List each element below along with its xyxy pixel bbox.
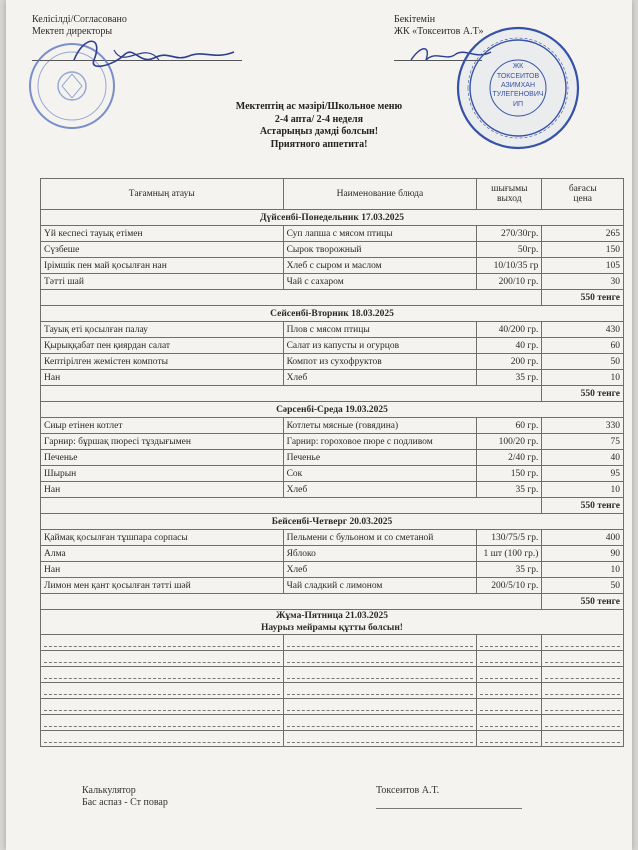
total-spacer (41, 594, 542, 610)
blank-cell (477, 651, 542, 667)
blank-cell (283, 731, 477, 747)
dish-name-kz: Лимон мен қант қосылған тәтті шәй (41, 578, 284, 594)
day-total: 550 тенге (542, 386, 624, 402)
dish-name-kz: Шырын (41, 466, 284, 482)
dashed-line (480, 702, 538, 711)
dashed-line (287, 718, 474, 727)
menu-body (41, 210, 624, 747)
approved-label: Бекітемін (394, 14, 436, 25)
blank-row (41, 651, 624, 667)
blank-cell (41, 715, 284, 731)
blank-cell (477, 731, 542, 747)
header-yield-ru: выход (497, 194, 522, 204)
day-title: Сәрсенбі-Среда 19.03.2025 (41, 402, 624, 418)
table-row (41, 242, 624, 258)
dashed-line (44, 670, 280, 679)
footer-signatory: Токсеитов А.Т. (376, 785, 440, 796)
blank-cell (542, 699, 624, 715)
title-line-2: 2-4 апта/ 2-4 неделя (274, 113, 364, 125)
dish-name-kz: Гарнир: бұршақ пюресі тұздығымен (41, 434, 284, 450)
day-header-row (41, 402, 624, 418)
blank-cell (542, 667, 624, 683)
dish-name-ru: Гарнир: гороховое пюре с подливом (283, 434, 477, 450)
dish-yield: 40 гр. (477, 338, 542, 354)
dish-yield: 270/30гр. (477, 226, 542, 242)
dashed-line (287, 702, 474, 711)
dish-name-ru: Хлеб (283, 370, 477, 386)
dish-yield: 200/5/10 гр. (477, 578, 542, 594)
blank-cell (283, 635, 477, 651)
dish-price: 95 (542, 466, 624, 482)
blank-cell (283, 699, 477, 715)
dashed-line (545, 734, 620, 743)
agreed-label: Келісілді/Согласовано (32, 14, 127, 25)
dish-price: 330 (542, 418, 624, 434)
day-total: 550 тенге (542, 498, 624, 514)
blank-row (41, 667, 624, 683)
approved-entrepreneur: ЖК «Токсеитов А.Т» (394, 26, 484, 37)
footer-left (82, 785, 168, 809)
agreed-director: Мектеп директоры (32, 26, 113, 37)
dish-yield: 150 гр. (477, 466, 542, 482)
title-line-3: Астарыңыз дәмді болсын! (259, 126, 379, 137)
header-yield-kz: шығымы (491, 184, 528, 194)
dashed-line (480, 654, 538, 663)
table-row (41, 370, 624, 386)
menu-table (40, 178, 624, 747)
friday-title: Жұма-Пятница 21.03.2025 (276, 611, 388, 621)
footer-right (376, 785, 439, 797)
title-line-1: Мектептің ас мәзірі/Школьное меню (235, 101, 403, 112)
table-row (41, 450, 624, 466)
dashed-line (480, 638, 538, 647)
table-row (41, 226, 624, 242)
dish-name-kz: Нан (41, 562, 284, 578)
svg-text:ЖК: ЖК (512, 63, 524, 70)
day-total-row (41, 386, 624, 402)
dashed-line (44, 686, 280, 695)
blank-cell (41, 651, 284, 667)
dish-price: 150 (542, 242, 624, 258)
dish-price: 50 (542, 578, 624, 594)
table-row (41, 482, 624, 498)
dish-name-ru: Сырок творожный (283, 242, 477, 258)
dish-yield: 200 гр. (477, 354, 542, 370)
blank-cell (542, 651, 624, 667)
dish-name-kz: Үй кеспесі тауық етімен (41, 226, 284, 242)
header-dish-kz: Тағамның атауы (41, 179, 284, 210)
dish-name-ru: Хлеб (283, 482, 477, 498)
total-spacer (41, 290, 542, 306)
dashed-line (545, 654, 620, 663)
dish-name-kz: Сиыр етінен котлет (41, 418, 284, 434)
dish-yield: 130/75/5 гр. (477, 530, 542, 546)
blank-cell (477, 683, 542, 699)
dish-price: 265 (542, 226, 624, 242)
table-row (41, 434, 624, 450)
day-total-row (41, 290, 624, 306)
day-title: Бейсенбі-Четверг 20.03.2025 (41, 514, 624, 530)
blank-cell (283, 715, 477, 731)
table-row (41, 418, 624, 434)
dashed-line (44, 718, 280, 727)
blank-cell (283, 651, 477, 667)
dish-yield: 10/10/35 гр (477, 258, 542, 274)
dashed-line (480, 686, 538, 695)
dashed-line (287, 654, 474, 663)
dish-name-ru: Плов с мясом птицы (283, 322, 477, 338)
blank-cell (477, 667, 542, 683)
blank-row (41, 635, 624, 651)
blank-cell (41, 683, 284, 699)
dashed-line (287, 686, 474, 695)
dashed-line (44, 702, 280, 711)
header-yield (477, 179, 542, 210)
dish-name-ru: Чай с сахаром (283, 274, 477, 290)
dashed-line (480, 670, 538, 679)
blank-cell (477, 635, 542, 651)
table-row (41, 578, 624, 594)
dish-name-kz: Алма (41, 546, 284, 562)
blank-cell (542, 635, 624, 651)
day-header-row (41, 306, 624, 322)
dish-yield: 35 гр. (477, 370, 542, 386)
dish-yield: 50гр. (477, 242, 542, 258)
dish-name-kz: Тәтті шай (41, 274, 284, 290)
dish-yield: 40/200 гр. (477, 322, 542, 338)
blank-row (41, 731, 624, 747)
dish-name-kz: Нан (41, 370, 284, 386)
dish-price: 60 (542, 338, 624, 354)
blank-cell (283, 683, 477, 699)
svg-text:ТУЛЕГЕНОВИЧ: ТУЛЕГЕНОВИЧ (492, 91, 544, 98)
footer-chef: Бас аспаз - Ст повар (82, 797, 168, 808)
dish-name-ru: Яблоко (283, 546, 477, 562)
dish-price: 10 (542, 482, 624, 498)
dish-price: 10 (542, 370, 624, 386)
dish-yield: 35 гр. (477, 562, 542, 578)
dish-price: 50 (542, 354, 624, 370)
dish-name-ru: Суп лапша с мясом птицы (283, 226, 477, 242)
table-header-row (41, 179, 624, 210)
dashed-line (44, 638, 280, 647)
table-row (41, 354, 624, 370)
table-row (41, 530, 624, 546)
dashed-line (287, 670, 474, 679)
menu-title (6, 101, 632, 151)
table-row (41, 274, 624, 290)
blank-row (41, 683, 624, 699)
dish-price: 430 (542, 322, 624, 338)
svg-text:АЗИМХАН: АЗИМХАН (500, 82, 536, 89)
dish-price: 105 (542, 258, 624, 274)
day-total: 550 тенге (542, 290, 624, 306)
blank-cell (41, 635, 284, 651)
dish-name-kz: Кептірілген жемістен компоты (41, 354, 284, 370)
blank-cell (477, 699, 542, 715)
blank-cell (41, 667, 284, 683)
dish-yield: 200/10 гр. (477, 274, 542, 290)
dish-name-kz: Тауық еті қосылған палау (41, 322, 284, 338)
dish-price: 400 (542, 530, 624, 546)
nauryz-greeting: Наурыз мейрамы құтты болсын! (261, 623, 403, 633)
header-price-kz: бағасы (568, 184, 597, 194)
dish-name-kz: Печенье (41, 450, 284, 466)
dashed-line (480, 718, 538, 727)
table-row (41, 258, 624, 274)
dashed-line (480, 734, 538, 743)
dish-name-ru: Салат из капусты и огурцов (283, 338, 477, 354)
blank-cell (542, 715, 624, 731)
day-header-row (41, 514, 624, 530)
dish-name-ru: Котлеты мясные (говядина) (283, 418, 477, 434)
table-row (41, 338, 624, 354)
dish-name-ru: Хлеб (283, 562, 477, 578)
dish-price: 90 (542, 546, 624, 562)
blank-cell (283, 667, 477, 683)
dish-name-kz: Нан (41, 482, 284, 498)
day-title: Сейсенбі-Вторник 18.03.2025 (41, 306, 624, 322)
blank-cell (542, 731, 624, 747)
dish-name-ru: Чай сладкий с лимоном (283, 578, 477, 594)
dashed-line (545, 638, 620, 647)
friday-cell (41, 610, 624, 635)
svg-text:ИП: ИП (512, 101, 524, 108)
dashed-line (545, 670, 620, 679)
dish-price: 40 (542, 450, 624, 466)
dashed-line (287, 734, 474, 743)
day-total-row (41, 594, 624, 610)
dish-yield: 35 гр. (477, 482, 542, 498)
dish-name-ru: Компот из сухофруктов (283, 354, 477, 370)
svg-text:ТОКСЕИТОВ: ТОКСЕИТОВ (496, 73, 540, 80)
day-total-row (41, 498, 624, 514)
footer-signature-line (376, 808, 522, 809)
total-spacer (41, 498, 542, 514)
table-row (41, 546, 624, 562)
blank-cell (41, 699, 284, 715)
blank-row (41, 715, 624, 731)
dish-yield: 100/20 гр. (477, 434, 542, 450)
dashed-line (44, 654, 280, 663)
dish-yield: 1 шт (100 гр.) (477, 546, 542, 562)
director-signature (64, 30, 254, 80)
dish-name-kz: Сүзбеше (41, 242, 284, 258)
table-row (41, 322, 624, 338)
blank-cell (477, 715, 542, 731)
dish-price: 30 (542, 274, 624, 290)
table-row (41, 466, 624, 482)
dashed-line (44, 734, 280, 743)
dashed-line (287, 638, 474, 647)
document-page (6, 0, 632, 850)
dish-price: 75 (542, 434, 624, 450)
dish-name-ru: Печенье (283, 450, 477, 466)
friday-row (41, 610, 624, 635)
dashed-line (545, 686, 620, 695)
title-line-4: Приятного аппетита! (270, 138, 368, 150)
day-header-row (41, 210, 624, 226)
blank-cell (542, 683, 624, 699)
dish-name-kz: Қырыққабат пен қиярдан салат (41, 338, 284, 354)
dish-name-ru: Сок (283, 466, 477, 482)
footer-calculator: Калькулятор (82, 785, 136, 796)
day-total: 550 тенге (542, 594, 624, 610)
dish-name-ru: Пельмени с бульоном и со сметаной (283, 530, 477, 546)
dashed-line (545, 702, 620, 711)
dish-name-kz: Ірімшік пен май қосылған нан (41, 258, 284, 274)
total-spacer (41, 386, 542, 402)
blank-row (41, 699, 624, 715)
table-row (41, 562, 624, 578)
blank-cell (41, 731, 284, 747)
header-dish-ru: Наименование блюда (283, 179, 477, 210)
header-price (542, 179, 624, 210)
header-price-ru: цена (573, 194, 593, 204)
dish-name-kz: Қаймақ қосылған тұшпара сорпасы (41, 530, 284, 546)
dish-yield: 60 гр. (477, 418, 542, 434)
dish-yield: 2/40 гр. (477, 450, 542, 466)
day-title: Дүйсенбі-Понедельник 17.03.2025 (41, 210, 624, 226)
dashed-line (545, 718, 620, 727)
dish-name-ru: Хлеб с сыром и маслом (283, 258, 477, 274)
dish-price: 10 (542, 562, 624, 578)
